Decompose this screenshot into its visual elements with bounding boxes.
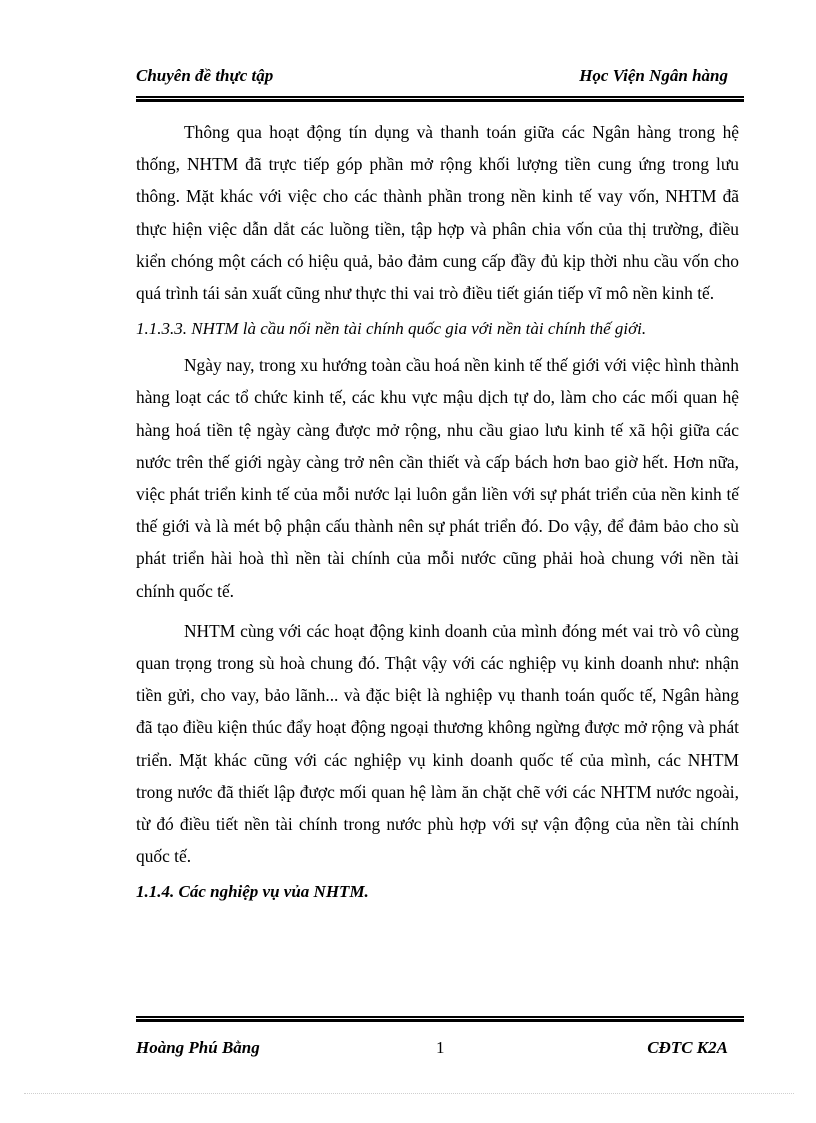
page-edge-dotted-line: [24, 1093, 794, 1094]
paragraph-credit-payment: Thông qua hoạt động tín dụng và thanh toán giữa các Ngân hàng trong hệ thống, NHTM đã trực tiếp góp phần mở rộng khối lượng tiền cung ứng trong lưu thông. Mặt khác với việc cho các thành phần trong nền kinh tế vay vốn, NHTM đã thực hiện việc dẫn dắt các luồng tiền, tập hợp và phân chia vốn của thị trường, điều kiển chóng một cách có hiệu quả, bảo đảm cung cấp đầy đủ kịp thời nhu cầu vốn cho quá trình tái sản xuất cũng như thực thi vai trò điều tiết gián tiếp vĩ mô nền kinh tế.: [136, 122, 739, 304]
subheading-bridge: 1.1.3.3. NHTM là cầu nối nền tài chính quốc gia với nền tài chính thế giới.: [136, 319, 647, 339]
paragraph-nhtm-role: NHTM cùng với các hoạt động kinh doanh của mình đóng mét vai trò vô cùng quan trọng trong sù hoà chung đó. Thật vậy với các nghiệp vụ kinh doanh như: nhận tiền gửi, cho vay, bảo lãnh... và đặc biệt là nghiệp vụ thanh toán quốc tế, Ngân hàng đã tạo điều kiện thúc đẩy hoạt động ngoại thương không ngừng được mở rộng và phát triển. Mặt khác cũng với các nghiệp vụ kinh doanh quốc tế của mình, các NHTM trong nước đã thiết lập được mối quan hệ làm ăn chặt chẽ với các NHTM nước ngoài, từ đó điều tiết nền tài chính trong nước phù hợp với sự vận động của nền tài chính quốc tế.: [136, 620, 739, 867]
page-header: [136, 62, 744, 92]
footer-divider: [136, 1016, 744, 1022]
section-heading-operations: 1.1.4. Các nghiệp vụ vủa NHTM.: [136, 882, 369, 902]
header-divider: [136, 96, 744, 102]
footer-author: Hoàng Phú Bằng: [136, 1038, 260, 1057]
footer-class: CĐTC K2A: [647, 1038, 728, 1057]
header-institution: Học Viện Ngân hàng: [579, 66, 728, 85]
paragraph-globalization: Ngày nay, trong xu hướng toàn cầu hoá nền kinh tế thế giới với việc hình thành hàng loạt các tổ chức kinh tế, các khu vực mậu dịch tự do, làm cho các mối quan hệ hàng hoá tiền tệ ngày càng được mở rộng, nhu cầu giao lưu kinh tế xã hội giữa các nước trên thế giới ngày càng trở nên cần thiết và cấp bách hơn bao giờ hết. Hơn nữa, việc phát triển kinh tế của mỗi nước lại luôn gắn liền với sự phát triển của nền kinh tế thế giới và là mét bộ phận cấu thành nên sự phát triển đó. Do vậy, để đảm bảo cho sù phát triển hài hoà thì nền tài chính của mỗi nước cũng phải hoà chung với nền tài chính quốc tế.: [136, 355, 739, 601]
page-footer: [136, 1036, 744, 1062]
document-body: [136, 116, 739, 908]
page-number: 1: [436, 1038, 445, 1057]
header-document-type: Chuyên đề thực tập: [136, 66, 274, 85]
